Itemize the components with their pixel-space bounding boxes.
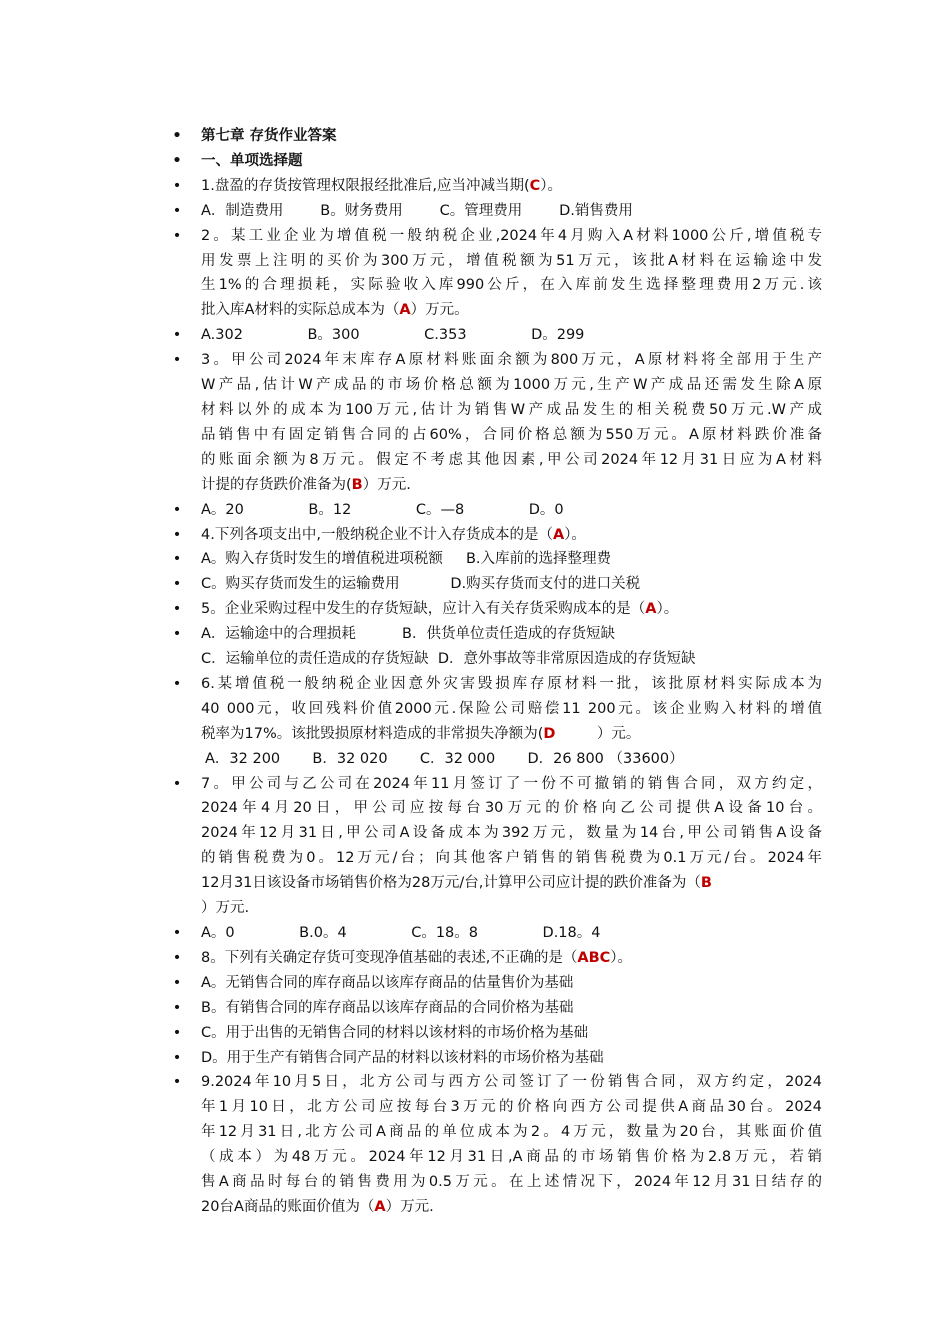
question-text: 2024年4月20日，甲公司应按每台30万元的价格向乙公司提供A设备10台。 (201, 800, 822, 817)
list-item (172, 772, 822, 921)
option: C．运输单位的责任造成的存货短缺 D．意外事故等非常原因造成的存货短缺 (201, 651, 696, 668)
list-item (172, 597, 822, 622)
list-item (172, 672, 822, 772)
list-item (172, 224, 822, 324)
question-text: 5。企业采购过程中发生的存货短缺，应计入有关存货采购成本的是（A）。 (201, 601, 679, 618)
question-text: 8。下列有关确定存货可变现净值基础的表述,不正确的是（ABC）。 (201, 949, 633, 966)
option: A．运输途中的合理损耗 B．供货单位责任造成的存货短缺 (201, 626, 615, 643)
option: C。用于出售的无销售合同的材料以该材料的市场价格为基础 (201, 1024, 589, 1041)
question-text: 生1%的合理损耗，实际验收入库990公斤，在入库前发生选择整理费用2万元.该 (201, 277, 822, 294)
bullet: • (172, 1074, 182, 1091)
list-item (172, 971, 822, 996)
answer: ABC (577, 949, 611, 966)
answer: A (399, 302, 411, 319)
bullet: • (172, 999, 182, 1016)
question-text: 6.某增值税一般纳税企业因意外灾害毁损库存原材料一批，该批原材料实际成本为 (201, 675, 822, 692)
bullet: • (172, 202, 182, 219)
list-item (172, 149, 822, 174)
list-item (172, 174, 822, 199)
question-text: 12月31日该设备市场销售价格为28万元/台,计算甲公司应计提的跌价准备为（B (201, 875, 712, 892)
question-1: 1.盘盈的存货按管理权限报经批准后,应当冲减当期(C）。 (201, 177, 563, 194)
bullet: • (172, 526, 182, 543)
question-text: W产品,估计W产成品的市场价格总额为1000万元,生产W产成品还需发生除A原 (201, 377, 822, 394)
list-item (172, 523, 822, 548)
answer: A (374, 1198, 386, 1215)
question-text: 20台A商品的账面价值为（A）万元. (201, 1198, 434, 1215)
list-item (172, 921, 822, 946)
list-item (172, 1046, 822, 1071)
question-text: 40 000元，收回残料价值2000元.保险公司赔偿11 200元。该企业购入材料的增值 (201, 700, 822, 717)
question-text: 品销售中有固定销售合同的占60%，合同价格总额为550万元。A原材料跌价准备 (201, 426, 822, 443)
list-item (172, 323, 822, 348)
section-title: 一、单项选择题 (201, 152, 303, 169)
bullet: • (172, 675, 182, 692)
options: A。0 B.0。4 C。18。8 D.18。4 (201, 925, 601, 941)
list-item (172, 622, 822, 672)
bullet: • (172, 576, 182, 593)
option: A。购入存货时发生的增值税进项税额 B.入库前的选择整理费 (201, 551, 612, 568)
options: A。20 B。12 C。—8 D。0 (201, 501, 564, 518)
question-text: 计提的存货跌价准备为(B）万元. (201, 476, 411, 493)
question-text: 年1月10日，北方公司应按每台3万元的价格向西方公司提供A商品30台。2024 (201, 1099, 822, 1116)
options: A．32 200 B．32 020 C．32 000 D．26 800 （33600） (205, 750, 684, 767)
question-text: 3。甲公司2024年末库存A原材料账面余额为800万元，A原材料将全部用于生产 (201, 352, 822, 369)
question-text: 2。某工业企业为增值税一般纳税企业,2024年4月购入A材料1000公斤,增值税专 (201, 227, 822, 244)
list-item (172, 547, 822, 572)
bullet: • (172, 128, 182, 144)
option: C。购买存货而发生的运输费用 D.购买存货而支付的进口关税 (201, 576, 641, 593)
question-text: ）万元. (201, 900, 250, 917)
bullet: • (172, 601, 182, 618)
list-item (172, 124, 822, 149)
question-text: 4.下列各项支出中,一般纳税企业不计入存货成本的是（A）。 (201, 526, 586, 543)
answer: A (645, 601, 657, 618)
bullet: • (172, 1024, 182, 1041)
bullet: • (172, 501, 182, 518)
question-text: （成本）为48万元。2024年12月31日,A商品的市场销售价格为2.8万元，若销 (201, 1149, 822, 1166)
bullet: • (172, 152, 182, 169)
option: B。有销售合同的库存商品以该库存商品的合同价格为基础 (201, 999, 574, 1016)
options: A.302 B。300 C.353 D。299 (201, 327, 585, 344)
list-item (172, 1021, 822, 1046)
bullet: • (172, 626, 182, 643)
question-text: 7。甲公司与乙公司在2024年11月签订了一份不可撤销的销售合同，双方约定， (201, 775, 822, 792)
bullet: • (172, 327, 182, 344)
bullet: • (172, 177, 182, 194)
question-text: 年12月31日,北方公司A商品的单位成本为2。4万元，数量为20台，其账面价值 (201, 1124, 822, 1141)
bullet: • (172, 352, 182, 369)
answer: A (552, 526, 565, 543)
answer-list (172, 124, 822, 1220)
bullet: • (172, 775, 182, 792)
question-text: 税率为17%。该批毁损原材料造成的非常损失净额为(D ）元。 (201, 725, 641, 742)
list-item (172, 498, 822, 523)
bullet: • (172, 925, 182, 941)
chapter-title: 第七章 存货作业答案 (201, 128, 337, 144)
list-item (172, 348, 822, 497)
answer: D (543, 725, 556, 742)
question-text: 材料以外的成本为100万元,估计为销售W产成品发生的相关税费50万元.W产成 (201, 401, 822, 418)
option: A。无销售合同的库存商品以该库存商品的估量售价为基础 (201, 974, 574, 991)
question-text: 的账面余额为8万元。假定不考虑其他因素,甲公司2024年12月31日应为A材料 (201, 451, 822, 468)
question-text: 的销售税费为0。12万元/台；向其他客户销售的销售税费为0.1万元/台。2024年 (201, 850, 822, 867)
bullet: • (172, 551, 182, 568)
bullet: • (172, 974, 182, 991)
bullet: • (172, 1049, 182, 1066)
question-text: 9.2024年10月5日，北方公司与西方公司签订了一份销售合同，双方约定，2024 (201, 1074, 822, 1091)
bullet: • (172, 949, 182, 966)
list-item (172, 946, 822, 971)
question-text: 售A商品时每台的销售费用为0.5万元。在上述情况下，2024年12月31日结存的 (201, 1174, 822, 1191)
list-item (172, 199, 822, 224)
question-text: 用发票上注明的买价为300万元，增值税额为51万元，该批A材料在运输途中发 (201, 252, 822, 269)
bullet: • (172, 227, 182, 244)
answer: B (351, 476, 363, 493)
options: A．制造费用 B。财务费用 C。管理费用 D.销售费用 (201, 202, 633, 219)
question-text: 批入库A材料的实际总成本为（A）万元。 (201, 302, 469, 319)
list-item (172, 572, 822, 597)
answer: C (529, 177, 541, 194)
answer: B (700, 875, 712, 892)
question-text: 2024年12月31日,甲公司A设备成本为392万元，数量为14台,甲公司销售A设备 (201, 825, 822, 842)
option: D。用于生产有销售合同产品的材料以该材料的市场价格为基础 (201, 1049, 604, 1066)
list-item (172, 1070, 822, 1219)
list-item (172, 996, 822, 1021)
